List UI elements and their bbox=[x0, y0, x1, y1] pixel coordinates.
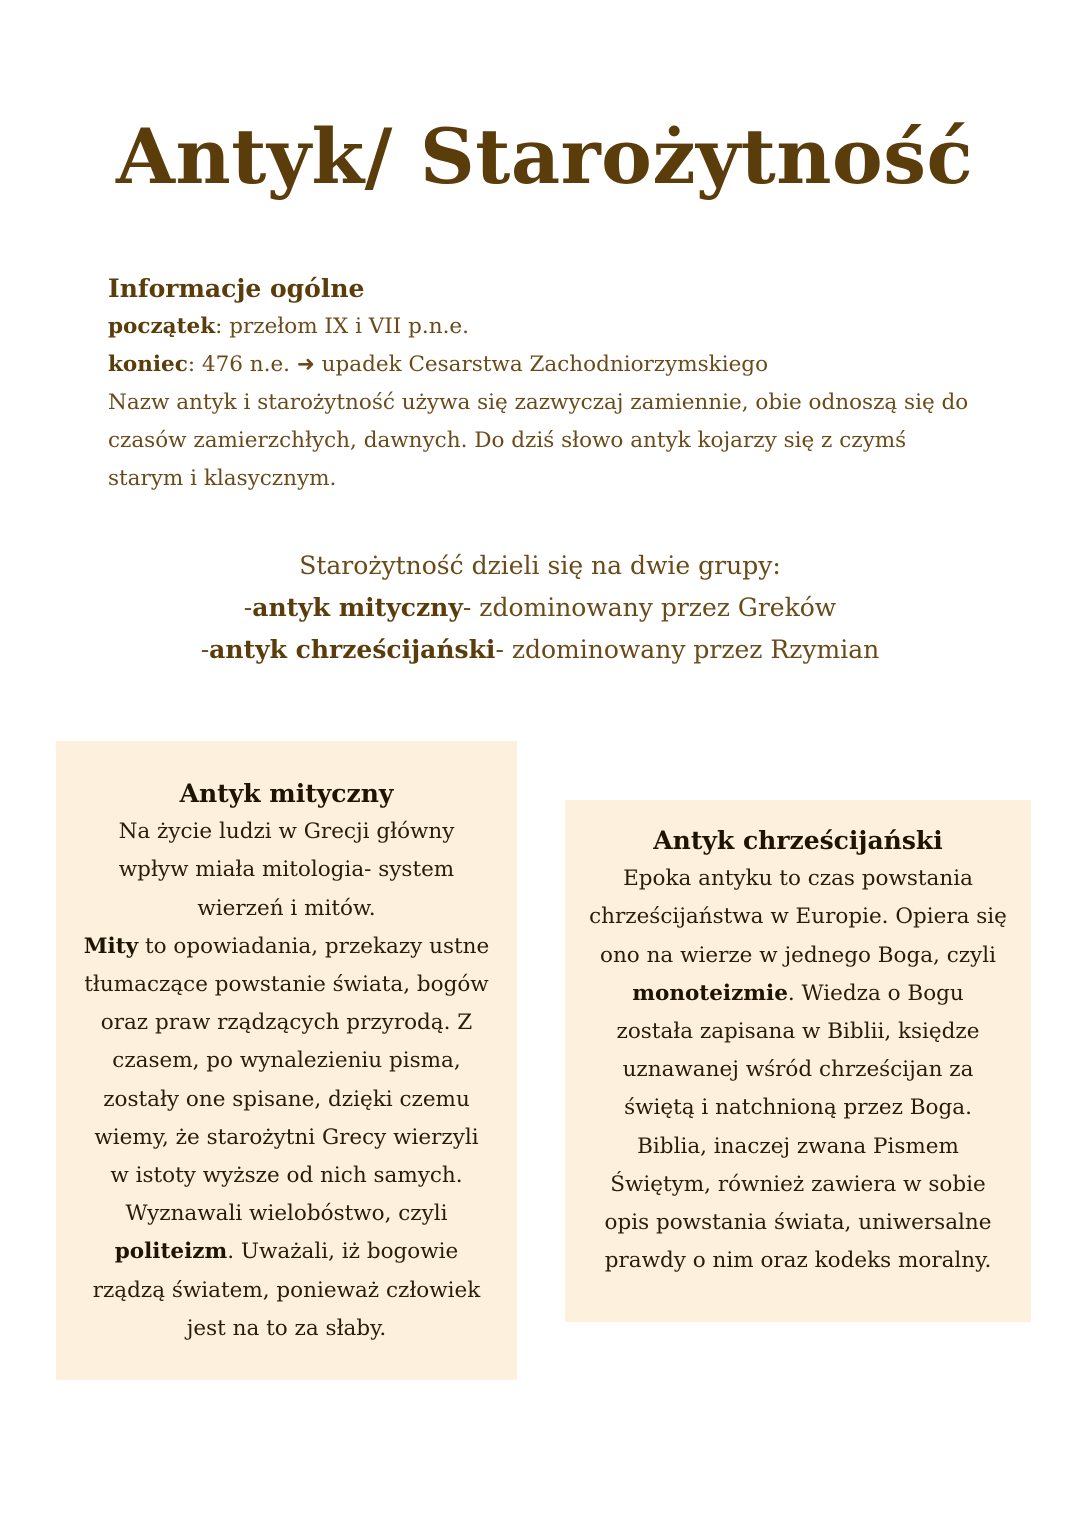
box-line: w istoty wyższe od nich samych. bbox=[110, 1163, 463, 1189]
myths-term: Mity bbox=[83, 933, 139, 959]
start-value: : przełom IX i VII p.n.e. bbox=[215, 314, 469, 339]
box-line: Na życie ludzi w Grecji główny bbox=[118, 819, 455, 845]
box-line: prawdy o nim oraz kodeks moralny. bbox=[604, 1248, 992, 1274]
box-line: rządzą światem, ponieważ człowiek bbox=[92, 1277, 481, 1303]
group-christian-name: antyk chrześcijański bbox=[209, 635, 496, 664]
box-line: wpływ miała mitologia- system bbox=[118, 857, 455, 883]
box-line: Świętym, również zawiera w sobie bbox=[610, 1171, 986, 1197]
end-value: : 476 n.e. ➜ upadek Cesarstwa Zachodniorzymskiego bbox=[187, 352, 769, 377]
box-line: oraz praw rządzących przyrodą. Z bbox=[100, 1010, 473, 1036]
group-christian-desc: - zdominowany przez Rzymian bbox=[495, 635, 880, 664]
box-line-text: to opowiadania, przekazy ustne bbox=[138, 933, 490, 959]
end-label: koniec bbox=[108, 352, 188, 377]
box-line: jest na to za słaby. bbox=[186, 1315, 387, 1341]
box-line: Biblia, inaczej zwana Pismem bbox=[637, 1133, 959, 1159]
box-line: tłumaczące powstanie świata, bogów bbox=[84, 972, 489, 998]
end-line bbox=[108, 346, 988, 384]
mythic-box-title: Antyk mityczny bbox=[179, 779, 394, 808]
group-prefix: - bbox=[243, 593, 253, 622]
paragraph-line: Nazw antyk i starożytność używa się zazwyczaj zamiennie, obie odnoszą się do bbox=[108, 390, 969, 415]
general-info-heading: Informacje ogólne bbox=[108, 274, 365, 303]
box-line-text: . Uważali, iż bogowie bbox=[227, 1239, 459, 1265]
polytheism-term: politeizm bbox=[114, 1239, 228, 1265]
group-christian-line bbox=[0, 629, 1080, 671]
paragraph-line: starym i klasycznym. bbox=[108, 466, 337, 491]
paragraph-line: czasów zamierzchłych, dawnych. Do dziś słowo antyk kojarzy się z czymś bbox=[108, 428, 907, 453]
box-line: uznawanej wśród chrześcijan za bbox=[622, 1057, 974, 1083]
start-label: początek bbox=[108, 314, 216, 339]
box-line: świętą i natchnioną przez Boga. bbox=[624, 1095, 972, 1121]
box-line bbox=[585, 975, 1011, 1013]
monotheism-term: monoteizmie bbox=[632, 980, 788, 1006]
box-line bbox=[76, 928, 497, 966]
box-line: została zapisana w Biblii, księdze bbox=[616, 1019, 980, 1045]
groups-section bbox=[0, 545, 1080, 671]
box-line bbox=[76, 1233, 497, 1271]
group-mythic-line bbox=[0, 587, 1080, 629]
mythic-antiquity-box bbox=[56, 741, 517, 1380]
christian-box-title: Antyk chrześcijański bbox=[653, 826, 943, 855]
box-line: Epoka antyku to czas powstania bbox=[623, 866, 973, 892]
box-line: ono na wierze w jednego Boga, czyli bbox=[600, 942, 996, 968]
box-line: czasem, po wynalezieniu pisma, bbox=[112, 1048, 461, 1074]
box-line: opis powstania świata, uniwersalne bbox=[604, 1210, 992, 1236]
box-line: chrześcijaństwa w Europie. Opiera się bbox=[589, 904, 1007, 930]
group-mythic-desc: - zdominowany przez Greków bbox=[462, 593, 837, 622]
groups-intro: Starożytność dzieli się na dwie grupy: bbox=[299, 551, 781, 580]
general-info-section bbox=[108, 270, 988, 498]
general-paragraph bbox=[108, 384, 988, 498]
group-mythic-name: antyk mityczny bbox=[252, 593, 463, 622]
start-line bbox=[108, 308, 988, 346]
christian-antiquity-box bbox=[565, 800, 1031, 1322]
box-line: wierzeń i mitów. bbox=[197, 895, 376, 921]
box-line: Wyznawali wielobóstwo, czyli bbox=[125, 1201, 448, 1227]
box-line-text: . Wiedza o Bogu bbox=[787, 980, 964, 1006]
box-line: wiemy, że starożytni Grecy wierzyli bbox=[94, 1124, 479, 1150]
page-title: Antyk/ Starożytność bbox=[116, 112, 974, 201]
box-line: zostały one spisane, dzięki czemu bbox=[103, 1086, 470, 1112]
group-prefix: - bbox=[200, 635, 210, 664]
